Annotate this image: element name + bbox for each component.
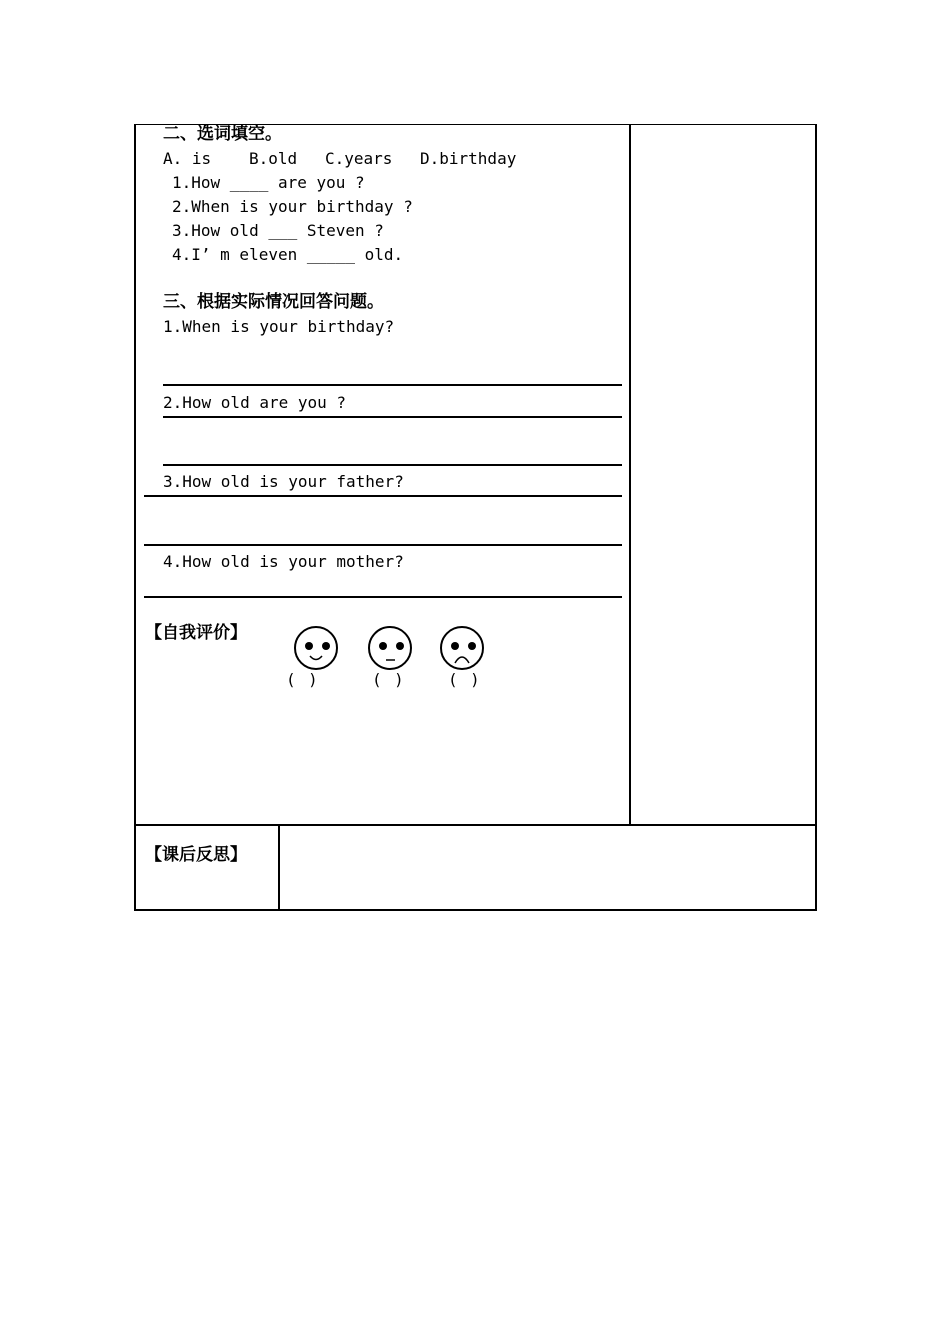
fill-question-1: 1.How ____ are you ? <box>172 173 365 192</box>
smiley-sad-icon[interactable] <box>440 626 484 670</box>
reflection-field[interactable] <box>281 827 814 908</box>
answer-line[interactable] <box>144 495 622 497</box>
frown-mouth-icon <box>442 628 482 668</box>
section2-heading: 二、选词填空。 <box>163 124 282 144</box>
table-bottom-border <box>134 909 817 911</box>
rating-paren[interactable]: ( ) <box>374 670 402 689</box>
answer-question-1: 1.When is your birthday? <box>163 317 395 336</box>
fill-question-4: 4.I’ m eleven _____ old. <box>172 245 404 264</box>
answer-line[interactable] <box>163 464 622 466</box>
table-middle-divider <box>629 125 631 825</box>
answer-line[interactable] <box>163 384 622 386</box>
answer-line[interactable] <box>144 596 622 598</box>
option-c: C.years <box>325 149 393 168</box>
rating-paren[interactable]: ( ) <box>450 670 478 689</box>
self-evaluation-label: 【自我评价】 <box>145 623 247 643</box>
section3-heading: 三、根据实际情况回答问题。 <box>163 292 384 312</box>
table-row-divider <box>134 824 817 826</box>
smile-mouth-icon <box>296 628 336 668</box>
fill-question-2: 2.When is your birthday ? <box>172 197 413 216</box>
answer-question-2: 2.How old are you ? <box>163 393 347 412</box>
smiley-happy-icon[interactable] <box>294 626 338 670</box>
option-b: B.old <box>249 149 298 168</box>
flat-mouth-icon <box>370 628 410 668</box>
option-a: A. is <box>163 149 212 168</box>
answer-line[interactable] <box>163 416 622 418</box>
option-d: D.birthday <box>420 149 517 168</box>
smiley-neutral-icon[interactable] <box>368 626 412 670</box>
answer-question-4: 4.How old is your mother? <box>163 552 404 571</box>
answer-question-3: 3.How old is your father? <box>163 472 404 491</box>
table-right-border <box>815 125 817 911</box>
reflection-divider <box>278 825 280 911</box>
reflection-label: 【课后反思】 <box>145 845 247 865</box>
table-left-border <box>134 125 136 911</box>
answer-line[interactable] <box>144 544 622 546</box>
fill-question-3: 3.How old ___ Steven ? <box>172 221 384 240</box>
rating-paren[interactable]: ( ) <box>288 670 316 689</box>
